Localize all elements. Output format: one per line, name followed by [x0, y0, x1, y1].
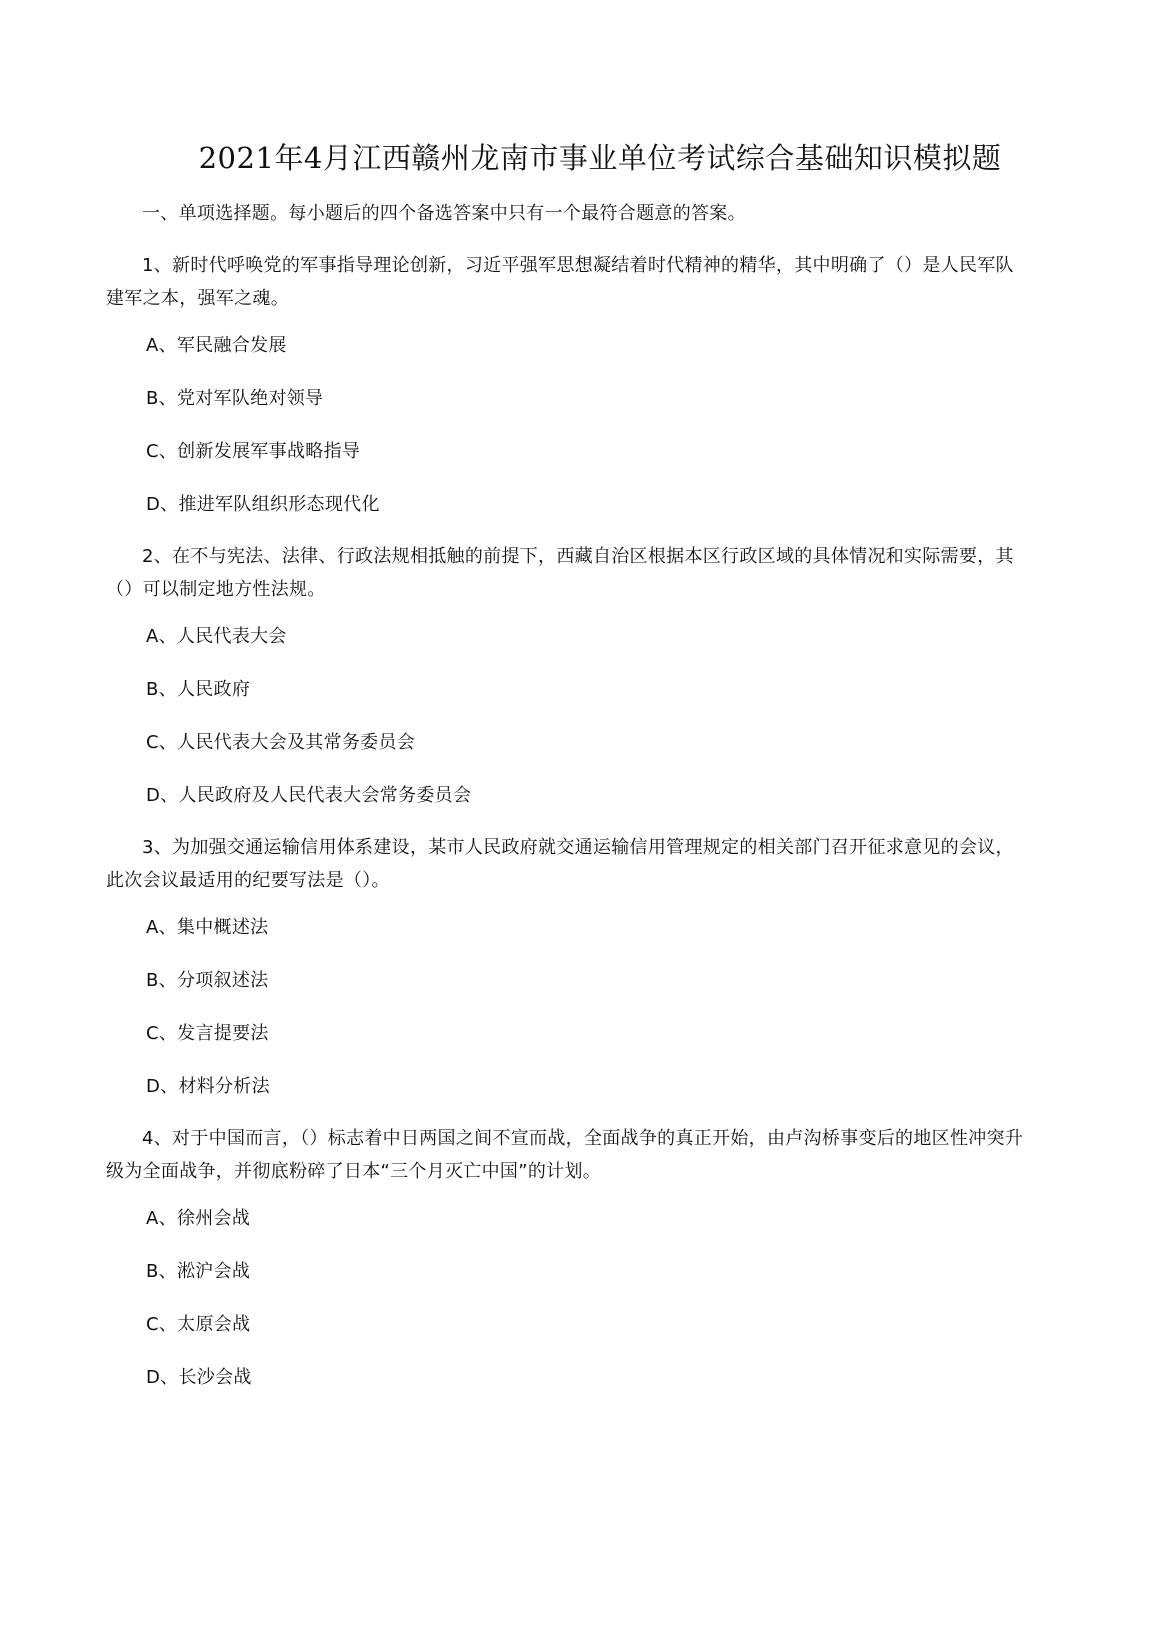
question-4-stem: 4、对于中国而言，（）标志着中日两国之间不宣而战，全面战争的真正开始，由卢沟桥事变后的地区性冲突升级为全面战争，并彻底粉碎了日本“三个月灭亡中国”的计划。 — [106, 1128, 1024, 1182]
question-1-stem: 1、新时代呼唤党的军事指导理论创新，习近平强军思想凝结着时代精神的精华，其中明确了（）是人民军队建军之本，强军之魂。 — [106, 255, 1014, 309]
question-2-option-a: A、人民代表大会 — [146, 626, 287, 647]
question-1-option-a: A、军民融合发展 — [146, 335, 287, 356]
question-4-option-b: B、淞沪会战 — [146, 1261, 251, 1282]
question-4-option-a: A、徐州会战 — [146, 1208, 251, 1229]
question-2-option-b: B、人民政府 — [146, 679, 251, 700]
question-3-option-b: B、分项叙述法 — [146, 970, 269, 991]
question-3-option-a: A、集中概述法 — [146, 917, 269, 938]
question-3-stem: 3、为加强交通运输信用体系建设，某市人民政府就交通运输信用管理规定的相关部门召开征求意见的会议，此次会议最适用的纪要写法是（）。 — [106, 837, 1014, 891]
question-2-stem: 2、在不与宪法、法律、行政法规相抵触的前提下，西藏自治区根据本区行政区域的具体情况和实际需要，其（）可以制定地方性法规。 — [106, 546, 1014, 600]
question-1-option-d: D、推进军队组织形态现代化 — [146, 494, 380, 515]
document-title: 2021年4月江西赣州龙南市事业单位考试综合基础知识模拟题 — [198, 141, 1002, 175]
question-3-option-c: C、发言提要法 — [146, 1023, 269, 1044]
question-2-option-d: D、人民政府及人民代表大会常务委员会 — [146, 785, 472, 806]
question-4-option-c: C、太原会战 — [146, 1314, 251, 1335]
question-4-option-d: D、长沙会战 — [146, 1367, 252, 1388]
question-2-option-c: C、人民代表大会及其常务委员会 — [146, 732, 416, 753]
question-3-option-d: D、材料分析法 — [146, 1076, 270, 1097]
question-1-option-c: C、创新发展军事战略指导 — [146, 441, 361, 462]
section-heading: 一、单项选择题。每小题后的四个备选答案中只有一个最符合题意的答案。 — [142, 203, 746, 224]
question-1-option-b: B、党对军队绝对领导 — [146, 388, 324, 409]
